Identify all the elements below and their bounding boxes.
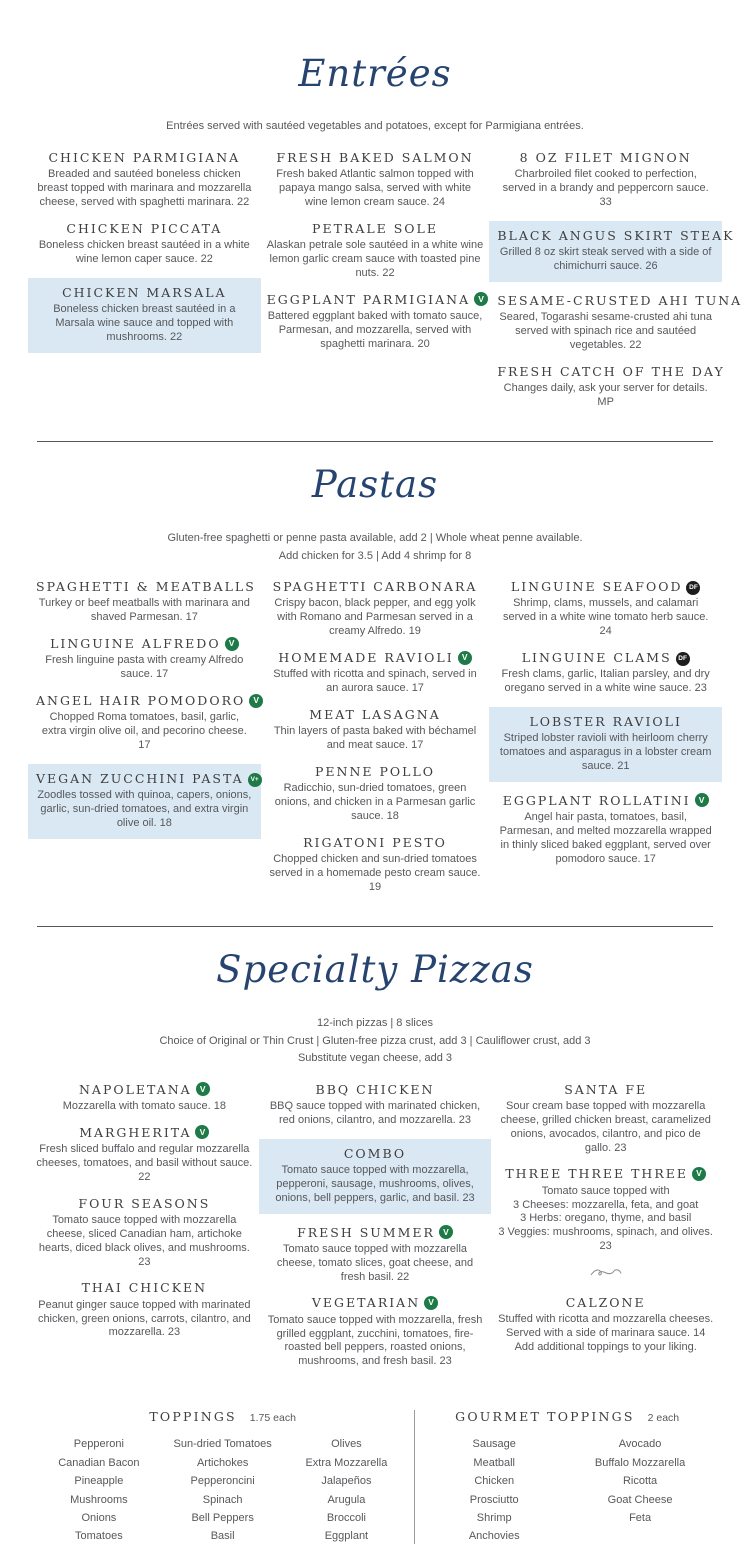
item-description: Fresh baked Atlantic salmon topped with papaya mango salsa, served with white wine lemon cream sauce. 24 — [276, 168, 474, 208]
toppings-price: 1.75 each — [249, 1412, 296, 1425]
item-description: Zoodles tossed with quinoa, capers, onions, garlic, sun-dried tomatoes, and extra virgin olive oil. 18 — [37, 789, 252, 829]
item-name: RIGATONI PESTO — [303, 834, 447, 850]
pastas-columns — [36, 579, 714, 905]
item-name: LINGUINE CLAMS DF — [497, 650, 714, 666]
topping-item: Spinach — [202, 1493, 243, 1506]
item-description: Tomato sauce topped with 3 Cheeses: mozzarella, feta, and goat 3 Herbs: oregano, thyme, and basil 3 Veggies: mushrooms, spinach, and olives. 23 — [498, 1184, 713, 1253]
vegetarian-icon: V — [692, 1167, 706, 1181]
item-description: Striped lobster ravioli with heirloom cherry tomatoes and asparagus in a lobster cream sauce. 21 — [499, 732, 712, 772]
item-description: Sour cream base topped with mozzarella cheese, grilled chicken breast, caramelized onions, avocados, cilantro, and pico de gallo. 23 — [500, 1100, 711, 1154]
item-description: Angel hair pasta, tomatoes, basil, Parmesan, and melted mozzarella wrapped in thinly sliced baked eggplant, served over pomodoro sauce. 17 — [499, 811, 712, 865]
item-description: Grilled 8 oz skirt steak served with a side of chimichurri sauce. 26 — [499, 246, 712, 272]
item-description: Mozzarella with tomato sauce. 18 — [62, 1100, 226, 1113]
section-divider — [37, 926, 713, 927]
pastas-column-3 — [497, 579, 714, 905]
menu-item-meat-lasagna — [267, 707, 484, 753]
item-description: Stuffed with ricotta and mozzarella cheeses. Served with a side of marinara sauce. 14 Add additional toppings to your liking. — [498, 1313, 714, 1353]
menu-item-lobster-ravioli — [489, 707, 722, 782]
item-description: Tomato sauce topped with mozzarella, fresh grilled eggplant, zucchini, tomatoes, fire-roasted bell peppers, roasted onions, mushrooms, and fresh basil. 23 — [267, 1313, 483, 1368]
item-name: COMBO — [343, 1145, 407, 1161]
menu-item-black-angus-skirt-steak — [489, 221, 735, 282]
pastas-column-1 — [36, 579, 260, 905]
gourmet-toppings-col-2 — [567, 1435, 713, 1546]
pizzas-note-2: Choice of Original or Thin Crust | Gluten-free pizza crust, add 3 | Cauliflower crust, add 3 — [159, 1034, 591, 1047]
entrees-column-2 — [267, 150, 484, 421]
menu-item-fresh-baked-salmon — [267, 150, 484, 210]
menu-item-calzone — [497, 1295, 714, 1355]
item-name: FRESH BAKED SALMON — [276, 150, 474, 165]
item-description: Shrimp, clams, mussels, and calamari served in a white wine tomato herb sauce. 24 — [502, 597, 709, 638]
item-name: ANGEL HAIR POMODORO V — [36, 693, 253, 709]
pizzas-title: Specialty Pizzas — [216, 948, 534, 992]
item-name: CALZONE — [565, 1295, 646, 1311]
vegetarian-icon: V — [458, 651, 472, 665]
gourmet-toppings-title: GOURMET TOPPINGS — [455, 1409, 635, 1425]
menu-item-four-seasons — [36, 1196, 253, 1270]
menu-item-thai-chicken — [36, 1280, 253, 1340]
item-description: Seared, Togarashi sesame-crusted ahi tuna served with spinach rice and sautéed vegetables. 22 — [499, 311, 712, 351]
topping-item: Chicken — [474, 1475, 515, 1488]
item-description: Peanut ginger sauce topped with marinated chicken, green onions, carrots, cilantro, and mozzarella. 23 — [37, 1298, 251, 1339]
vegetarian-icon: V — [474, 292, 488, 306]
topping-item: Buffalo Mozzarella — [594, 1456, 686, 1469]
item-description: Tomato sauce topped with mozzarella, pepperoni, sausage, mushrooms, olives, onions, bell peppers, garlic, and basil. 23 — [275, 1164, 475, 1204]
topping-item: Shrimp — [476, 1511, 512, 1524]
topping-item: Artichokes — [196, 1456, 249, 1469]
topping-item: Arugula — [327, 1493, 366, 1506]
menu-item-chicken-piccata — [36, 221, 253, 267]
item-name: SPAGHETTI & MEATBALLS — [36, 579, 256, 595]
item-description: Tomato sauce topped with mozzarella cheese, tomato slices, goat cheese, and fresh basil. 22 — [276, 1242, 474, 1283]
topping-item: Extra Mozzarella — [305, 1456, 388, 1469]
menu-item-homemade-ravioli — [267, 650, 484, 696]
item-name: LINGUINE ALFREDO V — [36, 636, 253, 652]
pizzas-note-3: Substitute vegan cheese, add 3 — [297, 1052, 453, 1065]
item-name: MARGHERITA V — [36, 1125, 253, 1141]
pizzas-column-1 — [36, 1082, 253, 1380]
menu-item-penne-pollo — [267, 764, 484, 824]
menu-item-angel-hair-pomodoro — [36, 693, 260, 753]
entrees-column-3 — [497, 150, 743, 421]
topping-item: Eggplant — [324, 1530, 369, 1543]
topping-item: Avocado — [618, 1438, 662, 1451]
item-name: VEGAN ZUCCHINI PASTA V+ — [36, 771, 253, 787]
item-description: Charbroiled filet cooked to perfection, served in a brandy and peppercorn sauce. 33 — [502, 168, 709, 208]
item-name: SESAME-CRUSTED AHI TUNA — [497, 292, 743, 308]
dairy-free-icon: DF — [686, 581, 700, 595]
topping-item: Basil — [210, 1530, 235, 1543]
item-description: Fresh sliced buffalo and regular mozzarella cheeses, tomatoes, and basil without sauce. 22 — [36, 1143, 253, 1183]
topping-item: Pepperoni — [73, 1438, 124, 1451]
vegetarian-icon: V — [439, 1225, 453, 1239]
menu-item-linguine-alfredo — [36, 636, 253, 682]
topping-item: Anchovies — [468, 1530, 520, 1543]
menu-item-linguine-seafood — [497, 579, 714, 639]
pizzas-column-3 — [497, 1082, 714, 1380]
item-name: PETRALE SOLE — [312, 220, 438, 236]
topping-item: Broccoli — [326, 1511, 366, 1524]
item-description: Turkey or beef meatballs with marinara and shaved Parmesan. 17 — [38, 597, 250, 624]
topping-item: Canadian Bacon — [58, 1456, 140, 1469]
item-name: HOMEMADE RAVIOLI V — [267, 650, 484, 666]
item-name: BBQ CHICKEN — [315, 1081, 435, 1097]
topping-item: Pineapple — [74, 1475, 124, 1488]
item-name: SANTA FE — [564, 1081, 648, 1097]
pastas-note-1: Gluten-free spaghetti or penne pasta available, add 2 | Whole wheat penne available. — [167, 532, 583, 544]
topping-item: Pepperoncini — [190, 1475, 255, 1488]
menu-item-spaghetti-carbonara — [267, 579, 484, 639]
item-description: Radicchio, sun-dried tomatoes, green onions, and chicken in a Parmesan garlic sauce. 18 — [274, 782, 476, 822]
entrees-column-1 — [36, 150, 253, 421]
item-name: CHICKEN PARMIGIANA — [48, 150, 241, 165]
vegetarian-icon: V — [695, 793, 709, 807]
item-description: Boneless chicken breast sautéed in a white wine lemon caper sauce. 22 — [38, 239, 250, 265]
menu-item-three-three-three — [497, 1166, 714, 1254]
item-name: 8 OZ FILET MIGNON — [519, 150, 692, 165]
item-description: Changes daily, ask your server for details. MP — [503, 381, 708, 408]
item-description: Chopped Roma tomatoes, basil, garlic, extra virgin olive oil, and pecorino cheese. 17 — [41, 711, 247, 752]
menu-item-fresh-catch-of-the-day — [497, 363, 725, 410]
item-description: Thin layers of pasta baked with béchamel and meat sauce. 17 — [273, 725, 477, 752]
item-name: EGGPLANT ROLLATINI V — [497, 793, 714, 809]
menu-item-fresh-summer — [267, 1225, 484, 1285]
toppings-title: TOPPINGS — [149, 1409, 237, 1425]
gourmet-toppings-header — [421, 1408, 713, 1426]
toppings-col-2 — [161, 1435, 285, 1546]
topping-item: Prosciutto — [469, 1493, 519, 1506]
item-name: THREE THREE THREE V — [497, 1166, 714, 1182]
item-description: BBQ sauce topped with marinated chicken, red onions, cilantro, and mozzarella. 23 — [269, 1100, 481, 1126]
topping-item: Meatball — [473, 1456, 515, 1469]
menu-item-margherita — [36, 1125, 253, 1185]
vegetarian-icon: V — [195, 1125, 209, 1139]
topping-item: Onions — [81, 1511, 117, 1524]
vegetarian-icon: V — [196, 1082, 210, 1096]
menu-item-bbq-chicken — [267, 1082, 484, 1128]
item-name: LOBSTER RAVIOLI — [529, 713, 682, 729]
menu-item-spaghetti-meatballs — [36, 579, 256, 625]
menu-item-vegan-zucchini-pasta — [28, 764, 261, 839]
item-description: Battered eggplant baked with tomato sauce, Parmesan, and mozzarella, served with spaghetti marinara. 20 — [267, 309, 483, 350]
pizzas-column-2 — [267, 1082, 484, 1380]
menu-item-chicken-parmigiana — [36, 150, 253, 210]
item-name: EGGPLANT PARMIGIANA V — [267, 292, 484, 308]
item-description: Stuffed with ricotta and spinach, served in an aurora sauce. 17 — [273, 668, 477, 695]
topping-item: Bell Peppers — [191, 1511, 254, 1524]
topping-item: Mushrooms — [70, 1493, 128, 1506]
item-name: LINGUINE SEAFOOD DF — [497, 579, 714, 595]
section-entrees — [0, 51, 750, 421]
menu-item-vegetarian — [267, 1295, 484, 1369]
topping-item: Tomatoes — [75, 1530, 123, 1543]
section-pastas — [0, 463, 750, 905]
vegetarian-icon: V — [249, 694, 263, 708]
menu-item-eggplant-rollatini — [497, 793, 714, 867]
item-description: Alaskan petrale sole sautéed in a white wine lemon garlic cream sauce with toasted pine nuts. 22 — [266, 239, 484, 279]
section-specialty-pizzas — [0, 948, 750, 1380]
toppings-area — [37, 1408, 713, 1546]
toppings-header — [37, 1408, 408, 1426]
item-name: CHICKEN MARSALA — [62, 284, 227, 300]
pastas-title: Pastas — [311, 463, 439, 507]
item-name: FRESH CATCH OF THE DAY — [497, 363, 725, 379]
item-name: PENNE POLLO — [314, 763, 436, 779]
item-name: BLACK ANGUS SKIRT STEAK — [497, 227, 735, 243]
menu-item-napoletana — [36, 1082, 253, 1114]
topping-item: Sun-dried Tomatoes — [173, 1438, 272, 1451]
menu-item-petrale-sole — [267, 221, 484, 281]
vegetarian-icon: V — [225, 637, 239, 651]
item-name: NAPOLETANA V — [36, 1082, 253, 1098]
item-name: MEAT LASAGNA — [309, 706, 441, 722]
pastas-note-2: Add chicken for 3.5 | Add 4 shrimp for 8 — [278, 549, 472, 562]
item-name: VEGETARIAN V — [267, 1295, 484, 1311]
toppings-group — [37, 1408, 408, 1546]
pizzas-note-1: 12-inch pizzas | 8 slices — [317, 1017, 433, 1030]
menu-item-8-oz-filet-mignon — [497, 150, 714, 210]
item-description: Fresh clams, garlic, Italian parsley, and dry oregano served in a white wine sauce. 23 — [501, 668, 710, 695]
flourish-ornament — [497, 1265, 714, 1283]
item-description: Chopped chicken and sun-dried tomatoes served in a homemade pesto cream sauce. 19 — [269, 853, 481, 893]
item-name: SPAGHETTI CARBONARA — [272, 579, 478, 595]
menu-item-linguine-clams — [497, 650, 714, 696]
item-name: CHICKEN PICCATA — [66, 220, 223, 236]
pastas-column-2 — [267, 579, 484, 905]
menu-item-combo — [259, 1139, 492, 1214]
pizzas-columns — [36, 1082, 714, 1380]
item-description: Fresh linguine pasta with creamy Alfredo sauce. 17 — [45, 654, 244, 681]
item-name: THAI CHICKEN — [81, 1280, 208, 1296]
gourmet-toppings-col-1 — [421, 1435, 567, 1546]
entrees-note: Entrées served with sautéed vegetables and potatoes, except for Parmigiana entrées. — [166, 120, 584, 133]
vegan-icon: V+ — [248, 773, 262, 787]
toppings-col-1 — [37, 1435, 161, 1546]
topping-item: Olives — [331, 1438, 362, 1451]
menu-item-chicken-marsala — [28, 278, 261, 353]
menu-item-santa-fe — [497, 1082, 714, 1156]
topping-item: Ricotta — [622, 1475, 658, 1488]
dairy-free-icon: DF — [676, 652, 690, 666]
item-name: FOUR SEASONS — [78, 1195, 211, 1211]
gourmet-toppings-price: 2 each — [647, 1412, 680, 1425]
item-description: Crispy bacon, black pepper, and egg yolk with Romano and Parmesan served in a creamy Alfredo. 19 — [274, 597, 476, 638]
menu-item-rigatoni-pesto — [267, 835, 484, 895]
topping-item: Sausage — [472, 1438, 516, 1451]
item-description: Boneless chicken breast sautéed in a Marsala wine sauce and topped with mushrooms. 22 — [53, 303, 236, 343]
vegetarian-icon: V — [424, 1296, 438, 1310]
toppings-col-3 — [285, 1435, 409, 1546]
menu-item-sesame-crusted-ahi-tuna — [497, 292, 743, 353]
topping-item: Goat Cheese — [607, 1493, 673, 1506]
toppings-vertical-divider — [414, 1410, 415, 1544]
entrees-title: Entrées — [298, 51, 452, 95]
entrees-columns — [36, 150, 743, 421]
section-divider — [37, 441, 713, 442]
item-description: Breaded and sautéed boneless chicken breast topped with marinara and mozzarella cheese, served with spaghetti marinara. 22 — [37, 168, 252, 208]
gourmet-toppings-group — [421, 1408, 713, 1546]
menu-item-eggplant-parmigiana — [267, 292, 484, 352]
topping-item: Jalapeños — [321, 1475, 372, 1488]
item-name: FRESH SUMMER V — [267, 1225, 484, 1241]
item-description: Tomato sauce topped with mozzarella cheese, sliced Canadian ham, artichoke hearts, diced black olives, and mushrooms. 23 — [38, 1213, 250, 1268]
topping-item: Feta — [629, 1511, 652, 1524]
